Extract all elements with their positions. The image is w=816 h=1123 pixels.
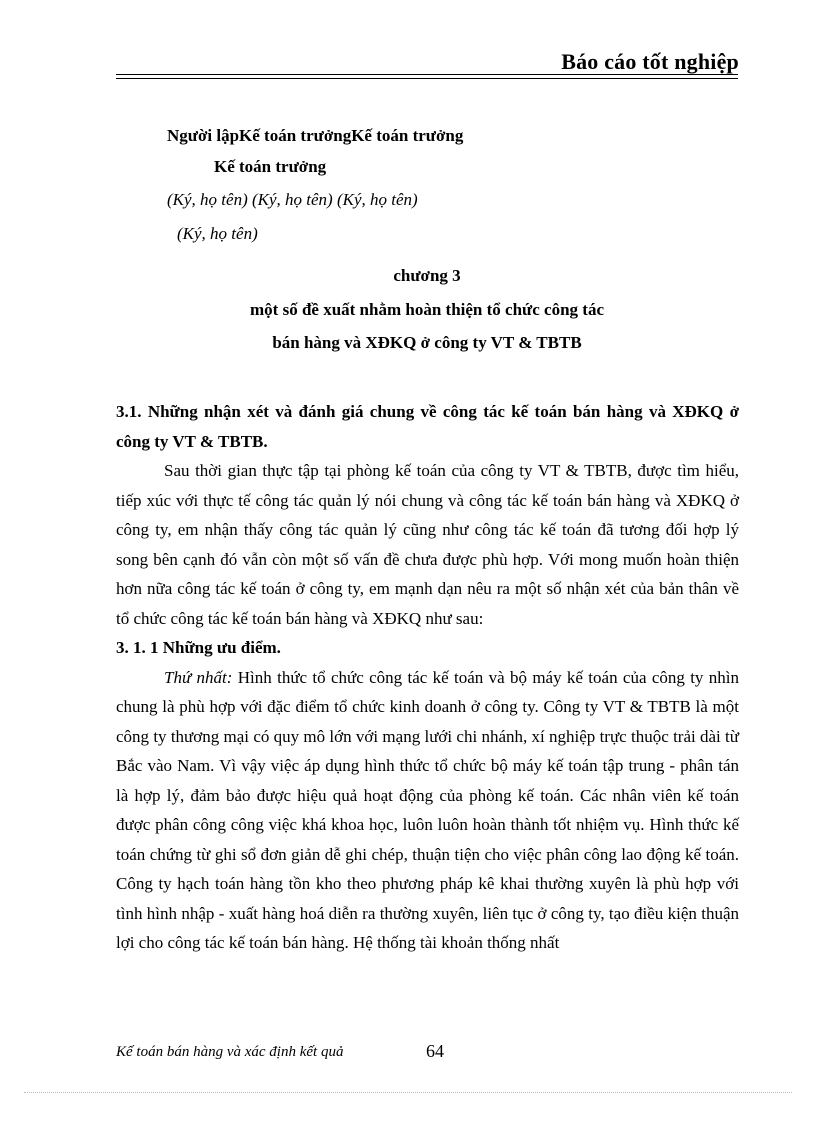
footer-text: Kế toán bán hàng và xác định kết quả (116, 1044, 344, 1060)
intro-paragraph: Sau thời gian thực tập tại phòng kế toán của công ty VT & TBTB, được tìm hiểu, tiếp xúc với thực tế công tác quản lý nói chung và công tác kế toán bán hàng và XĐKQ ở công ty, em nhận thấy công tác quản lý cũng như công tác kế toán đã tương đối hợp lý song bên cạnh đó vẫn còn một số vấn đề chưa được phù hợp. Với mong muốn hoàn thiện hơn nữa công tác kế toán ở công ty, em mạnh dạn nêu ra một số nhận xét của bản thân về tổ chức công tác kế toán bán hàng và XĐKQ như sau: (116, 461, 739, 628)
point-paragraph (116, 663, 739, 958)
header-rule-bottom (116, 78, 738, 79)
chapter-title-line-1: một số đề xuất nhằm hoàn thiện tổ chức công tác (250, 300, 604, 319)
header-title: Báo cáo tốt nghiệp (561, 49, 739, 74)
point-lead: Thứ nhất: (164, 667, 233, 687)
subsection-heading: 3. 1. 1 Những ưu điểm. (116, 638, 281, 657)
signature-line-4: (Ký, họ tên) (177, 224, 258, 243)
signature-line-2: Kế toán trưởng (214, 157, 327, 176)
signature-line-1: Người lậpKế toán trưởngKế toán trưởng (167, 126, 464, 145)
footer-divider (24, 1092, 792, 1093)
chapter-title-line-2: bán hàng và XĐKQ ở công ty VT & TBTB (272, 333, 582, 352)
signature-line-3: (Ký, họ tên) (Ký, họ tên) (Ký, họ tên) (167, 190, 418, 209)
chapter-number: chương 3 (393, 266, 461, 285)
point-text: Hình thức tổ chức công tác kế toán và bộ máy kế toán của công ty nhìn chung là phù hợp với đặc điểm tổ chức kinh doanh ở công ty. Công ty VT & TBTB là một công ty thương mại có quy mô lớn với mạng lưới chi nhánh, xí nghiệp trực thuộc trải dài từ Bắc vào Nam. Vì vậy việc áp dụng hình thức tổ chức bộ máy kế toán tập trung - phân tán là hợp lý, đảm bảo được hiệu quả hoạt động của phòng kế toán. Các nhân viên kế toán được phân công công việc khá khoa học, luôn luôn hoàn thành tốt nhiệm vụ. Hình thức kế toán chứng từ ghi sổ đơn giản dễ ghi chép, thuận tiện cho việc phân công lao động kế toán. Công ty hạch toán hàng tồn kho theo phương pháp kê khai thường xuyên là phù hợp với tình hình nhập - xuất hàng hoá diễn ra thường xuyên, liên tục ở công ty, tạo điều kiện thuận lợi cho công tác kế toán bán hàng. Hệ thống tài khoản thống nhất (116, 667, 739, 952)
header-rule-top (116, 74, 738, 75)
page-number: 64 (426, 1041, 444, 1061)
section-body (116, 397, 739, 958)
section-heading: 3.1. Những nhận xét và đánh giá chung về công tác kế toán bán hàng và XĐKQ ở công ty VT & TBTB. (116, 402, 739, 451)
